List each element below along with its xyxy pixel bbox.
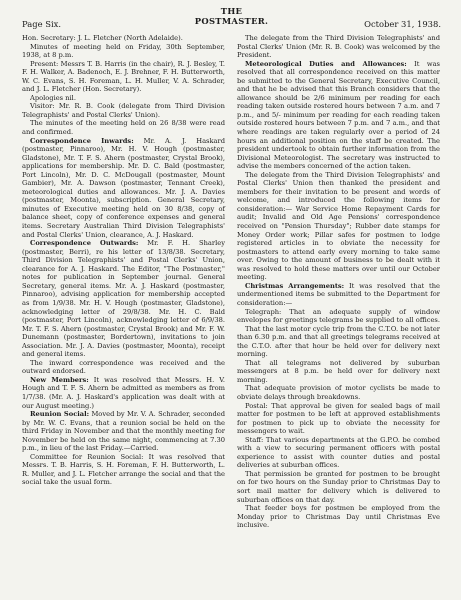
- paragraph: [237, 308, 440, 325]
- paragraph-text: Mr. F. H. Sharley (postmaster, Berri), re his letter of 13/8/38. Secretary, Third Division Telegraphists' and Postal Clerks' Union, clearance for A. J. Haskard. The Editor, "The Postmaster," notes for publication in September journal. General Secretary, general items. Mr. A. J. Haskard (postmaster, Pinnaroo), advising application for membership accepted as from 1/9/38. Mr. H. V. Hough (postmaster, Gladstone), acknowledging letter of 29/8/38. Mr. H. C. Bald (postmaster, Port Lincoln), acknowledging letter of 6/9/38. Mr. T. F. S. Ahern (postmaster, Crystal Brook) and Mr. F. W. Dunemann (postmaster, Bordertown), invitations to join Association. Mr. J. A. Davies (postmaster, Moonta), receipt and general items.: [22, 239, 225, 359]
- paragraph-heading: Reunion Social:: [30, 410, 90, 419]
- text-columns: [22, 34, 441, 530]
- issue-date: October 31, 1938.: [364, 19, 441, 29]
- paragraph-heading: Christmas Arrangements:: [245, 281, 345, 290]
- paragraph-heading: Correspondence Inwards:: [30, 136, 134, 145]
- paragraph: [22, 376, 225, 410]
- paragraph-text: Hon. Secretary: J. L. Fletcher (North Adelaide).: [22, 34, 183, 42]
- paragraph-text: Present: Messrs T. B. Harris (in the chair), R. J. Besley, T. F. H. Walker, A. Badenoch, E. J. Brehner, F. H. Butterworth, W. C. Evans, S. H. Foreman, L. H. Muller, V. A. Schrader, and J. L. Fletcher (Hon. Secretary).: [22, 59, 225, 94]
- paragraph-text: That all telegrams not delivered by suburban messengers at 8 p.m. be held over for delivery next morning.: [237, 358, 440, 384]
- paragraph-text: Committee for Reunion Social: It was resolved that Messrs. T. B. Harris, S. H. Foreman, F. H. Butterworth, L. R. Muller, and J. L. Fletcher arrange the social and that the social take the usual form.: [22, 452, 225, 487]
- paragraph-text: It was resolved that the undermentioned items be submitted to the Department for consideration:—: [237, 281, 440, 307]
- paragraph-text: Postal: That approval be given for sealed bags of mail matter for postmen to be left at approved establishments for postmen to pick up to obviate the necessity for messengers to wait.: [237, 401, 440, 436]
- paragraph-text: Visitor: Mr. R. B. Cook (delegate from Third Division Telegraphists' and Postal Clerks' Union).: [22, 102, 225, 119]
- paragraph: [237, 470, 440, 504]
- paragraph-text: Telegraph: That an adequate supply of window envelopes for greetings telegrams be supplied to all offices.: [237, 307, 440, 325]
- paragraph: [237, 504, 440, 530]
- paragraph-text: It was resolved that Messrs. H. V. Hough and T. F. S. Ahern be admitted as members as from 1/7/38. (Mr. A. J. Haskard's application was dealt with at our August meeting.): [22, 375, 225, 410]
- paragraph: [22, 239, 225, 359]
- paragraph-text: That adequate provision of motor cyclists be made to obviate delays through breakdowns.: [237, 384, 440, 401]
- paragraph: [22, 102, 225, 119]
- paragraph-text: That feeder boys for postmen be employed from the Monday prior to Christmas Day until Christmas Eve inclusive.: [237, 504, 440, 530]
- paragraph: [237, 171, 440, 282]
- paragraph: [22, 359, 225, 376]
- paragraph-text: Apologies nil.: [30, 93, 76, 102]
- paragraph: [22, 137, 225, 240]
- paragraph: [237, 282, 440, 308]
- paragraph-text: Staff: That various departments at the G.P.O. be combed with a view to securing permanent officers with postal experience to assist with counter duties and postal deliveries at suburban offices.: [237, 435, 440, 470]
- paragraph-heading: Meteorological Duties and Allowances:: [245, 59, 407, 68]
- paragraph-text: Mr. A. J. Haskard (postmaster, Pinnaroo), Mr. H. V. Hough (postmaster, Gladstone), Mr. T. F. S. Ahern (postmaster, Crystal Brook), applications for membership. Mr. D. C. Bald (postmaster, Port Lincoln), Mr. D. C. McDougall (postmaster, Mount Gambier), Mr. A. Dawson (postmaster, Tennant Creek), meteorological duties and allowances. Mr. J. A. Davies (postmaster, Moonta), subscription. General Secretary, minutes of Executive meeting held on 30 8/38, copy of balance sheet, copy of conference expenses and general items. Secretary Australian Third Division Telegraphists' and Postal Clerks' Union, clearance, A. J. Haskard.: [22, 136, 226, 239]
- paragraph-text: It was resolved that all correspondence received on this matter be submitted to the General Secretary, Executive Council, and that he be advised that this Branch considers that the allowance should be 2/6 minimum per reading for each reading taken outside rostered hours between 7 a.m. and 7 p.m., and 5/- minimum per reading for each reading taken outside rostered hours between 7 p.m. and 7 a.m., and that where readings are taken regularly over a period of 24 hours an additional position on the staff be created. The president undertook to obtain further information from the Divisional Meteorologist. The secretary was instructed to advise the members concerned of the action taken.: [237, 59, 440, 171]
- paragraph: [237, 325, 440, 359]
- paragraph: [22, 43, 225, 60]
- journal-title-line-2: POSTMASTER.: [194, 16, 269, 26]
- paragraph: [22, 453, 225, 487]
- page-header: [22, 0, 441, 34]
- paragraph-heading: New Members:: [30, 375, 89, 384]
- paragraph: [22, 60, 225, 94]
- paragraph: [237, 436, 440, 470]
- journal-title-line-1: THE: [220, 6, 243, 16]
- paragraph: [22, 34, 225, 43]
- left-column: [22, 34, 225, 530]
- paragraph-text: That the last motor cycle trip from the C.T.O. be not later than 6.30 p.m. and that all greetings telegrams received at the C.T.O. after that hour be held over for delivery next morning.: [237, 324, 440, 359]
- paragraph-text: The minutes of the meeting held on 26 8/38 were read and confirmed.: [22, 119, 225, 137]
- paragraph: [237, 384, 440, 401]
- paragraph: [237, 359, 440, 385]
- paragraph: [22, 410, 225, 453]
- paragraph-text: That permission be granted for postmen to be brought on for two hours on the Sunday prior to Christmas Day to sort mail matter for delivery which is delivered to suburban offices on that day.: [237, 469, 440, 504]
- paragraph-heading: Correspondence Outwards:: [30, 239, 139, 248]
- paragraph-text: The delegate from the Third Division Telegraphists' and Postal Clerks' Union then thanked the president and members for their invitation to be present and words of welcome, and introduced the following items for consideration:— War Service Home Repayment Cards for audit; Invalid and Old Age Pensions' correspondence received on "Pension Thursday"; Rubber date stamps for Money Order work; Pillar safes for postmen to lodge registered articles in to obviate the necessity for postmasters to attend early every morning to take same over. Owing to the amount of business to be dealt with it was resolved to hold these matters over until our October meeting.: [237, 170, 440, 282]
- paragraph: [237, 60, 440, 171]
- paragraph-text: Moved by Mr. V. A. Schrader, seconded by Mr. W. C. Evans, that a reunion social be held on the third Friday in November and that the monthly meeting for November be held on the same night, commencing at 7.30 p.m., in lieu of the last Friday.—Carried.: [22, 410, 225, 453]
- paragraph-text: The delegate from the Third Division Telegraphists' and Postal Clerks' Union (Mr. R. B. Cook) was welcomed by the President.: [237, 34, 440, 60]
- paragraph: [237, 402, 440, 436]
- paragraph: [22, 119, 225, 136]
- paragraph: [22, 94, 225, 103]
- paragraph-text: The inward correspondence was received and the outward endorsed.: [22, 358, 225, 376]
- paragraph: [237, 34, 440, 60]
- paragraph-text: Minutes of meeting held on Friday, 30th September, 1938, at 8 p.m.: [22, 42, 225, 60]
- right-column: [237, 34, 440, 530]
- page-number: Page Six.: [22, 19, 62, 29]
